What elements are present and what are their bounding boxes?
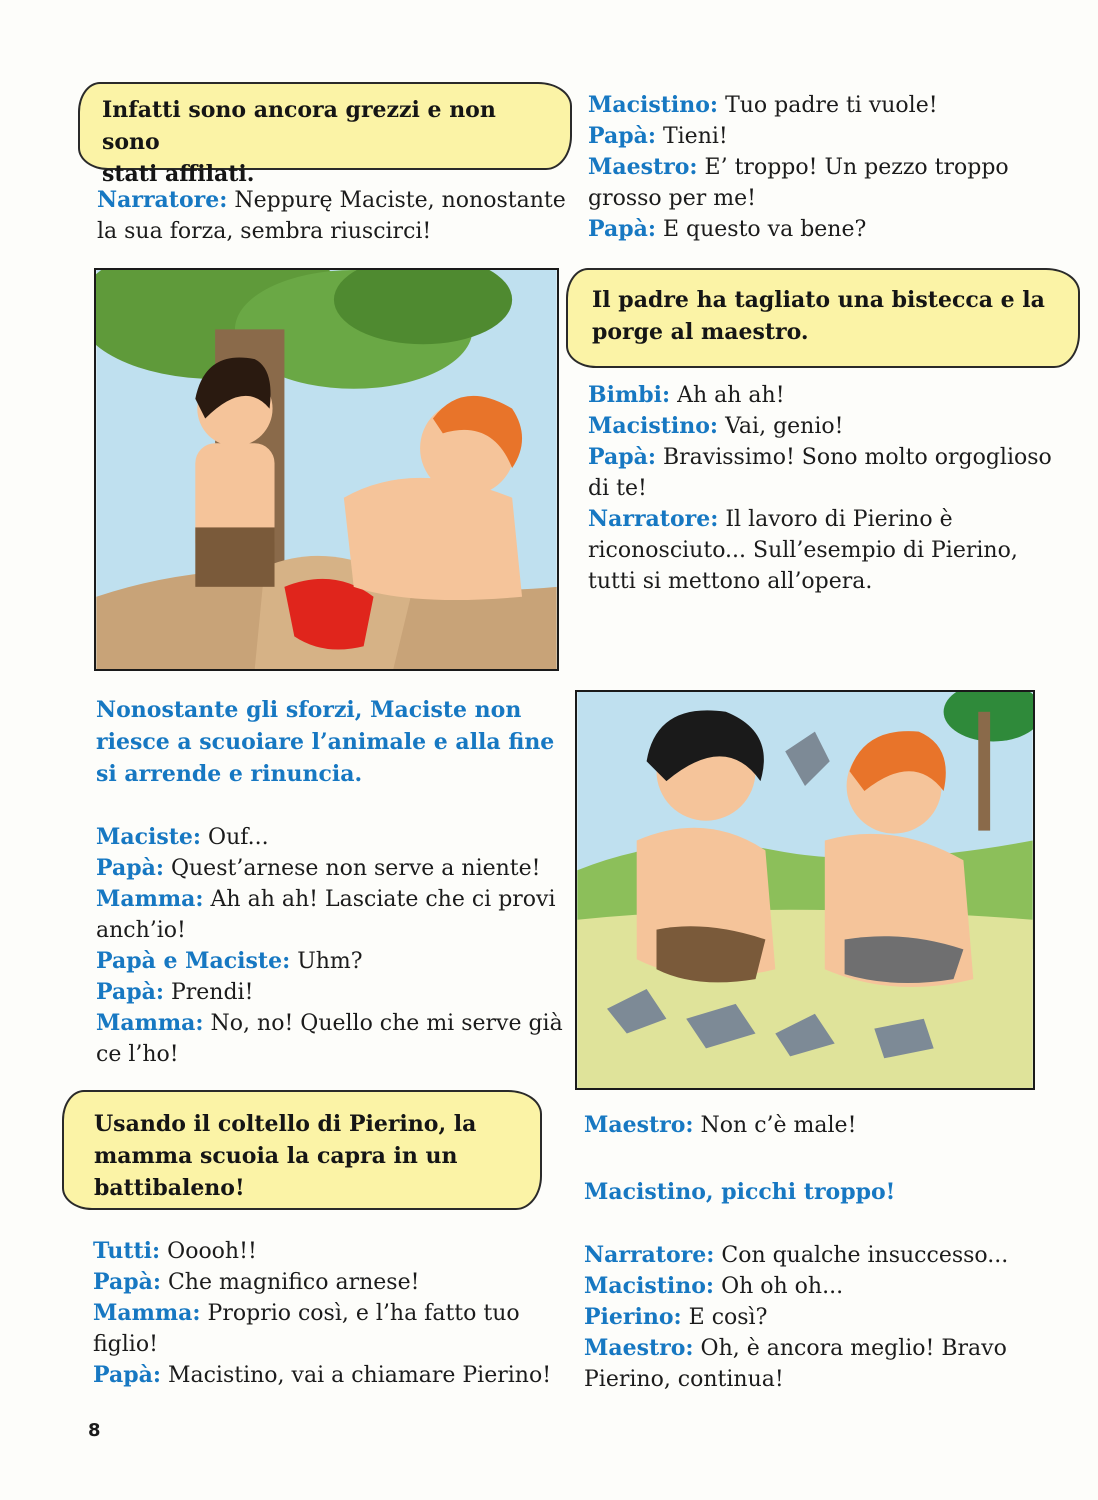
speech: E questo va bene? (662, 217, 867, 242)
speech: E così? (688, 1305, 768, 1330)
speech-cont: riconosciuto... Sull’esempio di Pierino, (588, 538, 1018, 563)
speaker: Tutti: (93, 1238, 161, 1264)
speech: Oh oh oh... (721, 1274, 844, 1299)
speaker: Mamma: (96, 886, 204, 912)
speaker: Papà: (96, 979, 164, 1005)
caption-line: Usando il coltello di Pierino, la (94, 1111, 477, 1137)
speaker: Mamma: (93, 1300, 201, 1326)
narrator-block-1 (97, 185, 567, 247)
speaker: Narratore: (584, 1242, 715, 1268)
comic-panel-1 (94, 268, 559, 671)
narration-line: si arrende e rinuncia. (96, 761, 363, 787)
speaker: Papà e Maciste: (96, 948, 291, 974)
dialogue-right-4 (584, 1240, 1064, 1395)
cavemen-skinning-illustration (96, 270, 557, 669)
speaker: Macistino: (588, 413, 719, 439)
speaker: Macistino: (588, 92, 719, 118)
cavemen-chipping-stones-illustration (577, 692, 1033, 1088)
speech: E’ troppo! Un pezzo troppo (704, 155, 1009, 180)
caption-line: mamma scuoia la capra in un (94, 1143, 458, 1169)
speech: Ah ah ah! Lasciate che ci provi (210, 887, 556, 912)
speaker: Maestro: (584, 1335, 694, 1361)
caption-line: stati affilati. (102, 161, 255, 187)
speech: Uhm? (297, 949, 363, 974)
speech: Quest’arnese non serve a niente! (170, 856, 541, 881)
blue-line: Macistino, picchi troppo! (584, 1179, 896, 1205)
speech: Bravissimo! Sono molto orgoglioso (662, 445, 1052, 470)
speaker: Papà: (588, 123, 656, 149)
speaker: Maestro: (588, 154, 698, 180)
caption-line: porge al maestro. (592, 319, 809, 345)
speech: Vai, genio! (725, 414, 844, 439)
speech: No, no! Quello che mi serve già (210, 1011, 563, 1036)
caption-scroll-2 (62, 1090, 542, 1210)
speaker: Macistino: (584, 1273, 715, 1299)
page-number: 8 (88, 1420, 101, 1441)
dialogue-right-2 (588, 380, 1068, 597)
speech-cont: grosso per me! (588, 186, 756, 211)
narration-line: riesce a scuoiare l’animale e alla fine (96, 729, 555, 755)
speaker: Mamma: (96, 1010, 204, 1036)
speech: Ah ah ah! (677, 383, 785, 408)
speaker: Bimbi: (588, 382, 671, 408)
speech-cont: Pierino, continua! (584, 1367, 784, 1392)
caption-line: Infatti sono ancora grezzi e non sono (102, 97, 496, 155)
caption-line: Il padre ha tagliato una bistecca e la (592, 287, 1045, 313)
speaker: Maestro: (584, 1112, 694, 1138)
dialogue-right-1 (588, 90, 1058, 245)
comic-panel-2 (575, 690, 1035, 1090)
speaker: Pierino: (584, 1304, 682, 1330)
narration-line: Nonostante gli sforzi, Maciste non (96, 697, 522, 723)
speaker: Papà: (93, 1362, 161, 1388)
speech: Non c’è male! (700, 1113, 857, 1138)
speech: Neppurę Maciste, nonostante (234, 188, 566, 213)
dialogue-left (96, 822, 566, 1070)
caption-line: battibaleno! (94, 1175, 245, 1201)
speech: Tuo padre ti vuole! (725, 93, 938, 118)
dialogue-right-3 (584, 1110, 1054, 1141)
speech: Prendi! (170, 980, 254, 1005)
speech: Macistino, vai a chiamare Pierino! (167, 1363, 552, 1388)
blue-narration (96, 694, 566, 790)
speech: Il lavoro di Pierino è (725, 507, 953, 532)
caption-scroll-1 (78, 82, 572, 187)
speech: Con qualche insuccesso... (721, 1243, 1009, 1268)
speech-cont: figlio! (93, 1332, 158, 1357)
speech: Ouf... (208, 825, 269, 850)
speaker: Narratore: (588, 506, 719, 532)
speaker: Papà: (588, 216, 656, 242)
speech-cont: ce l’ho! (96, 1042, 179, 1067)
speaker: Papà: (96, 855, 164, 881)
speech: Oh, è ancora meglio! Bravo (700, 1336, 1007, 1361)
speech-cont: anch’io! (96, 918, 186, 943)
speaker: Narratore: (97, 187, 228, 213)
caption-scroll-3 (566, 268, 1080, 368)
speech: Che magnifico arnese! (167, 1270, 420, 1295)
speaker: Papà: (93, 1269, 161, 1295)
speech-cont: tutti si mettono all’opera. (588, 569, 873, 594)
dialogue-left-2 (93, 1236, 563, 1391)
speech: Ooooh!! (167, 1239, 257, 1264)
speaker: Maciste: (96, 824, 202, 850)
speech: Proprio così, e l’ha fatto tuo (207, 1301, 520, 1326)
speaker: Papà: (588, 444, 656, 470)
speech: Tieni! (662, 124, 728, 149)
speech-cont: di te! (588, 476, 647, 501)
speech-cont: la sua forza, sembra riuscirci! (97, 219, 432, 244)
